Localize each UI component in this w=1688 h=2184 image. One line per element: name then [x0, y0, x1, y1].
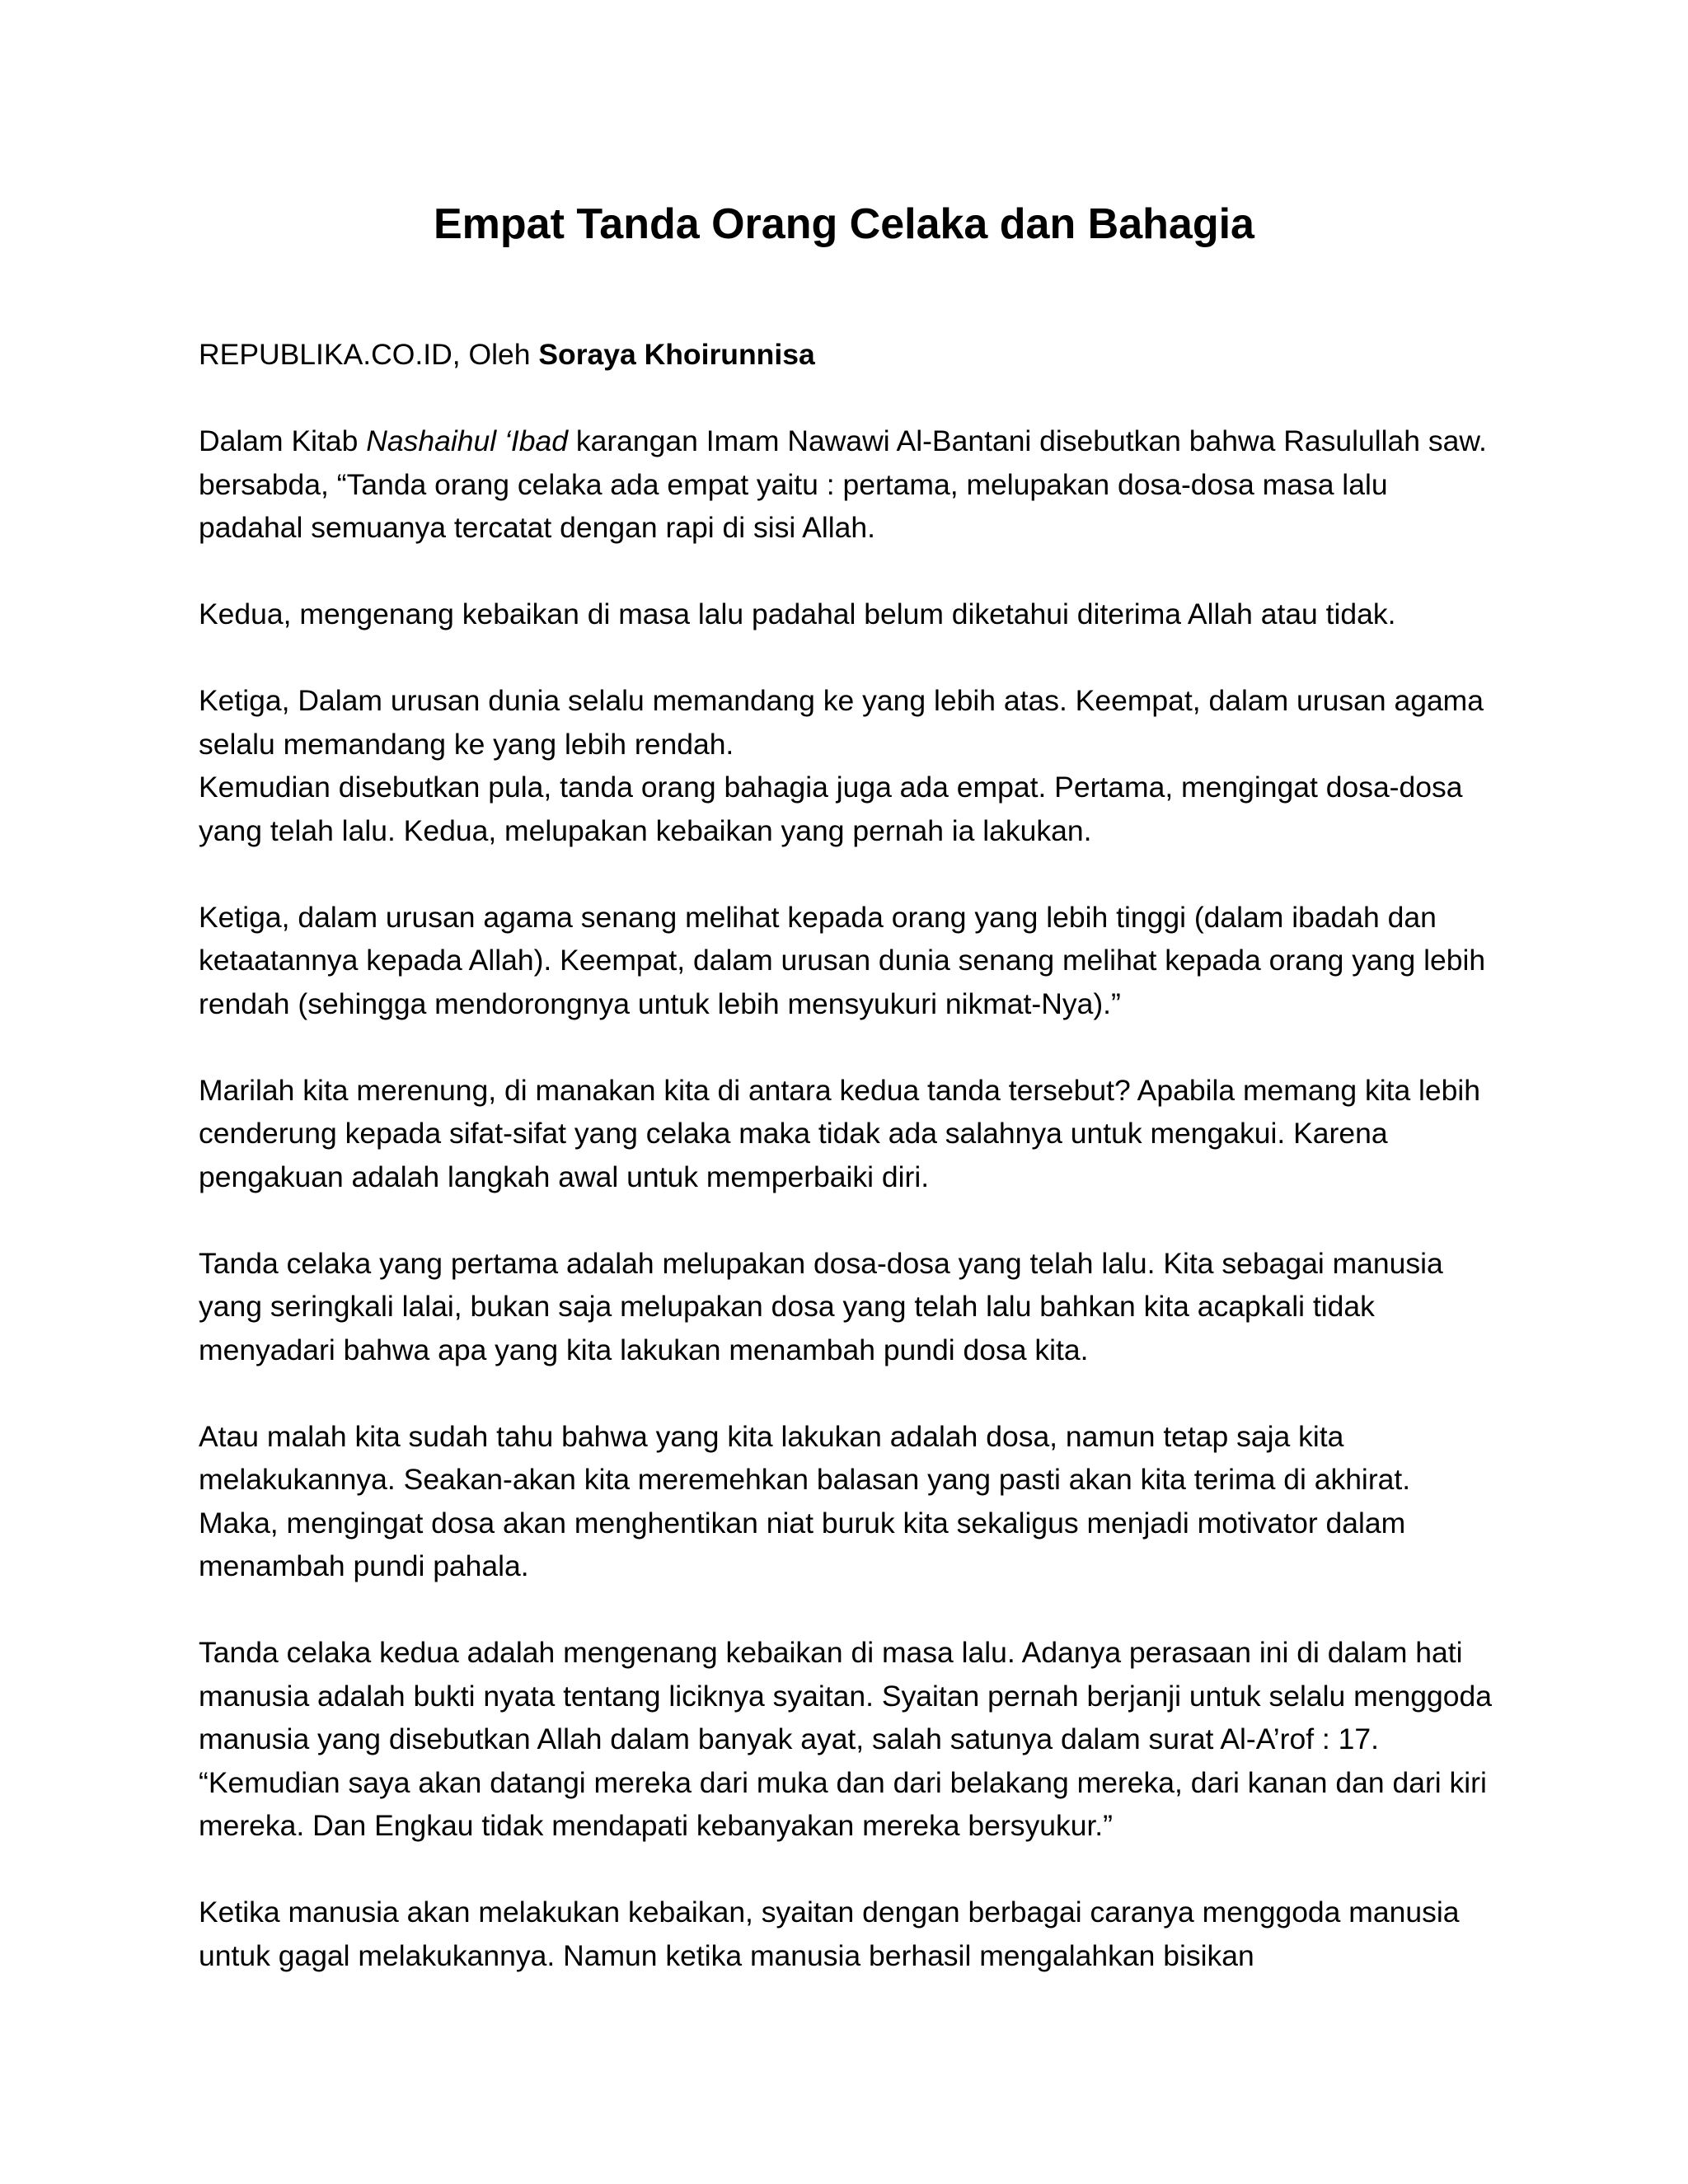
- document-body: [199, 333, 1493, 1977]
- paragraph: Kedua, mengenang kebaikan di masa lalu padahal belum diketahui diterima Allah atau tidak.: [199, 598, 1396, 630]
- paragraph: Tanda celaka yang pertama adalah melupakan dosa-dosa yang telah lalu. Kita sebagai manusia yang seringkali lalai, bukan saja melupakan dosa yang telah lalu bahkan kita acapkali tidak menyadari bahwa apa yang kita lakukan menambah pundi dosa kita.: [199, 1246, 1443, 1366]
- paragraph: Atau malah kita sudah tahu bahwa yang kita lakukan adalah dosa, namun tetap saja kita melakukannya. Seakan-akan kita meremehkan balasan yang pasti akan kita terima di akhirat. Maka, mengingat dosa akan menghentikan niat buruk kita sekaligus menjadi motivator dalam menambah pundi pahala.: [199, 1419, 1411, 1582]
- intro-paragraph: [199, 419, 1493, 550]
- byline-author: Soraya Khoirunnisa: [538, 338, 815, 371]
- book-title: Nashaihul ‘Ibad: [366, 424, 568, 457]
- paragraph: Ketika manusia akan melakukan kebaikan, syaitan dengan berbagai caranya menggoda manusia untuk gagal melakukannya. Namun ketika manusia berhasil mengalahkan bisikan: [199, 1896, 1460, 1972]
- paragraph: Ketiga, Dalam urusan dunia selalu memandang ke yang lebih atas. Keempat, dalam urusan agama selalu memandang ke yang lebih rendah.: [199, 684, 1484, 761]
- paragraph: Marilah kita merenung, di manakan kita di antara kedua tanda tersebut? Apabila memang kita lebih cenderung kepada sifat-sifat yang celaka maka tidak ada salahnya untuk mengakui. Karena pengakuan adalah langkah awal untuk memperbaiki diri.: [199, 1073, 1481, 1193]
- byline: [199, 333, 1493, 377]
- document-title: Empat Tanda Orang Celaka dan Bahagia: [434, 200, 1254, 248]
- intro-text-after: karangan Imam Nawawi Al-Bantani disebutkan bahwa Rasulullah saw. bersabda, “Tanda orang celaka ada empat yaitu : pertama, melupakan dosa-dosa masa lalu padahal semuanya tercatat dengan rapi di sisi Allah.: [199, 424, 1487, 544]
- intro-text-before: Dalam Kitab: [199, 424, 367, 457]
- paragraph: Ketiga, dalam urusan agama senang melihat kepada orang yang lebih tinggi (dalam ibadah dan ketaatannya kepada Allah). Keempat, dalam urusan dunia senang melihat kepada orang yang lebih rendah (sehingga mendorongnya untuk lebih mensyukuri nikmat-Nya).”: [199, 900, 1486, 1020]
- byline-source: REPUBLIKA.CO.ID, Oleh: [199, 338, 539, 371]
- paragraph: Tanda celaka kedua adalah mengenang kebaikan di masa lalu. Adanya perasaan ini di dalam hati manusia adalah bukti nyata tentang liciknya syaitan. Syaitan pernah berjanji untuk selalu menggoda manusia yang disebutkan Allah dalam banyak ayat, salah satunya dalam surat Al-A’rof : 17. “Kemudian saya akan datangi mereka dari muka dan dari belakang mereka, dari kanan dan dari kiri mereka. Dan Engkau tidak mendapati kebanyakan mereka bersyukur.”: [199, 1636, 1492, 1842]
- paragraph: Kemudian disebutkan pula, tanda orang bahagia juga ada empat. Pertama, mengingat dosa-dosa yang telah lalu. Kedua, melupakan kebaikan yang pernah ia lakukan.: [199, 771, 1463, 847]
